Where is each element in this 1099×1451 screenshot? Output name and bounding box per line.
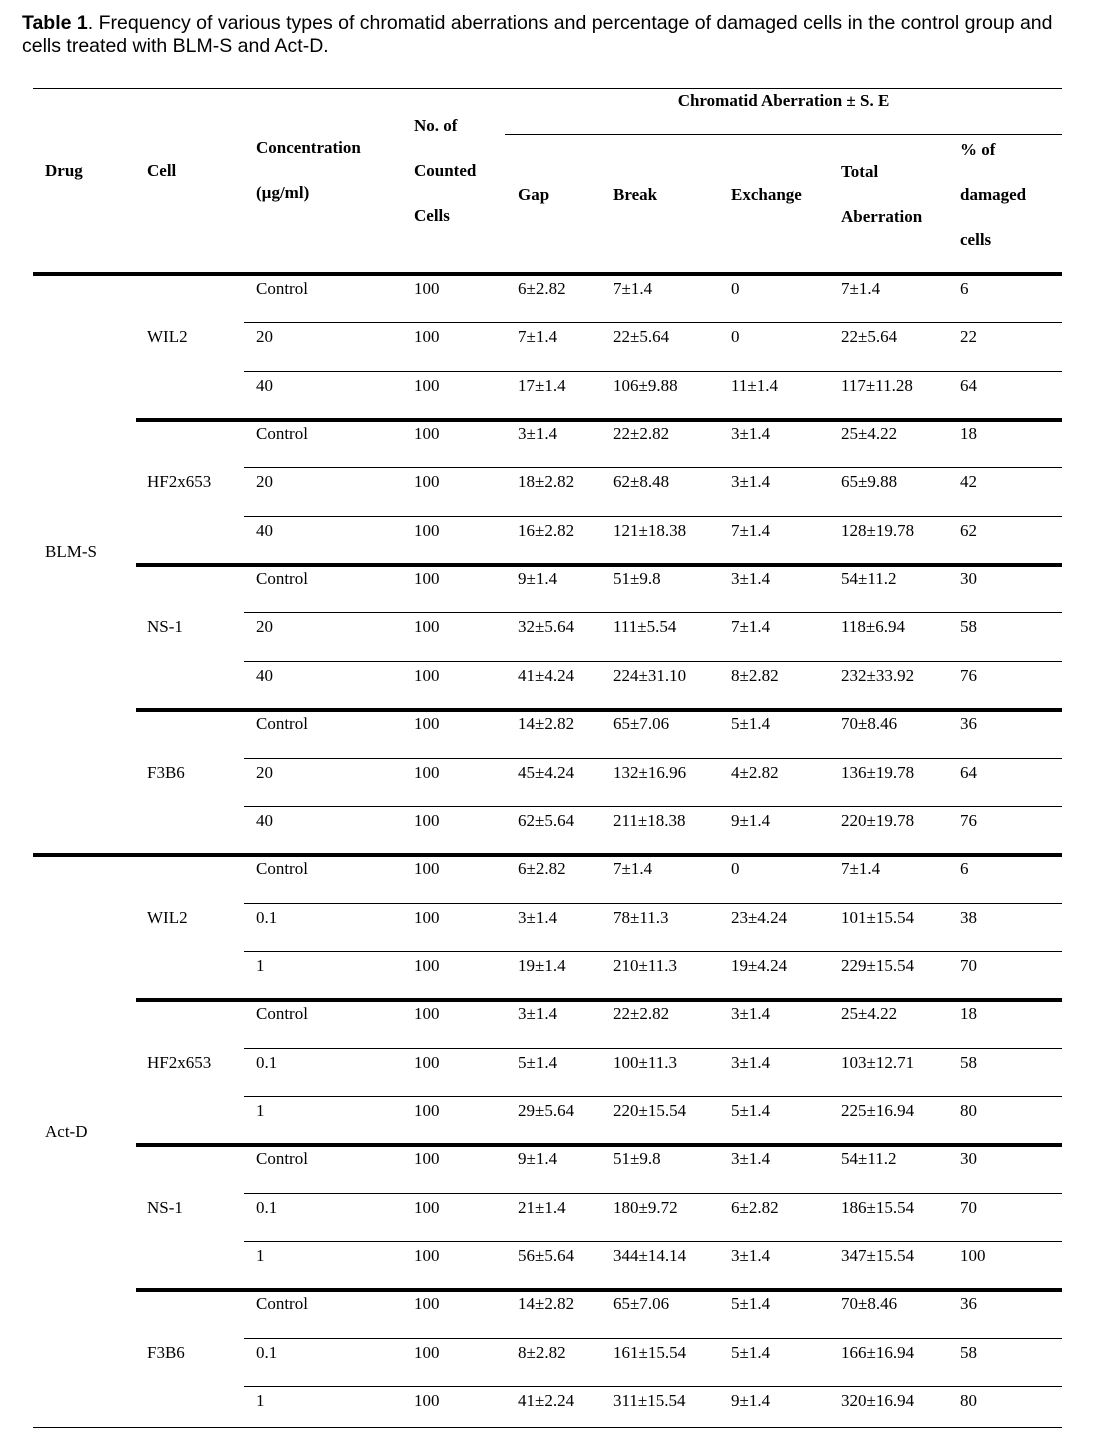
cell-line-label: NS-1	[147, 617, 183, 636]
gap-cell: 3±1.4	[518, 908, 558, 927]
damaged-cells-cell: 76	[960, 666, 977, 685]
cell-line-label: NS-1	[147, 1198, 183, 1217]
row-separator-rule	[244, 612, 1062, 613]
counted-cells-cell: 100	[414, 327, 440, 346]
header-damaged-line3: cells	[960, 230, 992, 249]
counted-cells-cell: 100	[414, 956, 440, 975]
cell-line-label: HF2x653	[147, 1053, 212, 1072]
break-cell: 100±11.3	[613, 1053, 677, 1072]
concentration-cell: 1	[256, 1246, 265, 1265]
concentration-cell: 0.1	[256, 908, 278, 927]
gap-cell: 41±4.24	[518, 666, 575, 685]
break-cell: 224±31.10	[613, 666, 687, 685]
total-aberration-cell: 128±19.78	[841, 521, 915, 540]
total-aberration-cell: 22±5.64	[841, 327, 898, 346]
damaged-cells-cell: 100	[960, 1246, 986, 1265]
gap-cell: 3±1.4	[518, 1004, 558, 1023]
damaged-cells-cell: 6	[960, 279, 969, 298]
concentration-cell: 0.1	[256, 1053, 278, 1072]
row-separator-rule	[244, 806, 1062, 807]
cell-line-label: WIL2	[147, 327, 188, 346]
break-cell: 7±1.4	[613, 859, 653, 878]
counted-cells-cell: 100	[414, 1343, 440, 1362]
gap-cell: 19±1.4	[518, 956, 566, 975]
row-separator-rule	[244, 371, 1062, 372]
total-aberration-cell: 25±4.22	[841, 424, 898, 443]
header-counted-line1: No. of	[414, 116, 458, 135]
cell-line-label: HF2x653	[147, 472, 212, 491]
header-concentration	[256, 136, 361, 204]
exchange-cell: 3±1.4	[731, 472, 771, 491]
total-aberration-cell: 229±15.54	[841, 956, 915, 975]
gap-cell: 7±1.4	[518, 327, 558, 346]
row-separator-rule	[244, 1241, 1062, 1242]
header-drug: Drug	[45, 161, 83, 180]
gap-cell: 14±2.82	[518, 1294, 575, 1313]
counted-cells-cell: 100	[414, 859, 440, 878]
counted-cells-cell: 100	[414, 1101, 440, 1120]
gap-cell: 45±4.24	[518, 763, 575, 782]
gap-cell: 6±2.82	[518, 859, 566, 878]
total-aberration-cell: 101±15.54	[841, 908, 915, 927]
total-aberration-cell: 7±1.4	[841, 859, 881, 878]
group-separator-rule	[136, 1288, 1062, 1292]
counted-cells-cell: 100	[414, 1004, 440, 1023]
damaged-cells-cell: 6	[960, 859, 969, 878]
total-aberration-cell: 25±4.22	[841, 1004, 898, 1023]
counted-cells-cell: 100	[414, 1391, 440, 1410]
damaged-cells-cell: 18	[960, 424, 977, 443]
counted-cells-cell: 100	[414, 1198, 440, 1217]
group-header-rule	[505, 134, 1062, 135]
cell-line-label: F3B6	[147, 1343, 185, 1362]
concentration-cell: Control	[256, 859, 308, 878]
counted-cells-cell: 100	[414, 1053, 440, 1072]
total-aberration-cell: 70±8.46	[841, 714, 898, 733]
counted-cells-cell: 100	[414, 569, 440, 588]
concentration-cell: Control	[256, 1294, 308, 1313]
exchange-cell: 23±4.24	[731, 908, 788, 927]
damaged-cells-cell: 30	[960, 569, 977, 588]
counted-cells-cell: 100	[414, 1149, 440, 1168]
gap-cell: 9±1.4	[518, 569, 558, 588]
exchange-cell: 3±1.4	[731, 1149, 771, 1168]
damaged-cells-cell: 70	[960, 956, 977, 975]
break-cell: 22±2.82	[613, 424, 670, 443]
total-aberration-cell: 320±16.94	[841, 1391, 915, 1410]
header-counted-line3: Cells	[414, 206, 450, 225]
total-aberration-cell: 220±19.78	[841, 811, 915, 830]
damaged-cells-cell: 58	[960, 617, 977, 636]
damaged-cells-cell: 76	[960, 811, 977, 830]
gap-cell: 3±1.4	[518, 424, 558, 443]
header-chromatid-aberration: Chromatid Aberration ± S. E	[677, 91, 890, 110]
total-aberration-cell: 166±16.94	[841, 1343, 915, 1362]
damaged-cells-cell: 80	[960, 1391, 977, 1410]
header-total-line2: Aberration	[841, 207, 923, 226]
concentration-cell: Control	[256, 1149, 308, 1168]
damaged-cells-cell: 70	[960, 1198, 977, 1217]
concentration-cell: Control	[256, 1004, 308, 1023]
total-aberration-cell: 65±9.88	[841, 472, 898, 491]
concentration-cell: 1	[256, 1101, 265, 1120]
exchange-cell: 5±1.4	[731, 714, 771, 733]
concentration-cell: Control	[256, 279, 308, 298]
exchange-cell: 3±1.4	[731, 1246, 771, 1265]
concentration-cell: 40	[256, 666, 273, 685]
break-cell: 210±11.3	[613, 956, 677, 975]
concentration-cell: Control	[256, 569, 308, 588]
break-cell: 51±9.8	[613, 1149, 661, 1168]
row-separator-rule	[244, 951, 1062, 952]
concentration-cell: 20	[256, 327, 273, 346]
counted-cells-cell: 100	[414, 908, 440, 927]
gap-cell: 14±2.82	[518, 714, 575, 733]
row-separator-rule	[244, 322, 1062, 323]
exchange-cell: 3±1.4	[731, 424, 771, 443]
break-cell: 51±9.8	[613, 569, 661, 588]
row-separator-rule	[244, 1048, 1062, 1049]
exchange-cell: 3±1.4	[731, 1053, 771, 1072]
row-separator-rule	[244, 661, 1062, 662]
exchange-cell: 19±4.24	[731, 956, 788, 975]
counted-cells-cell: 100	[414, 521, 440, 540]
group-separator-rule	[136, 1143, 1062, 1147]
gap-cell: 41±2.24	[518, 1391, 575, 1410]
total-aberration-cell: 54±11.2	[841, 1149, 897, 1168]
cell-line-label: F3B6	[147, 763, 185, 782]
gap-cell: 62±5.64	[518, 811, 575, 830]
header-damaged-line1: % of	[960, 140, 996, 159]
row-separator-rule	[244, 1193, 1062, 1194]
damaged-cells-cell: 58	[960, 1053, 977, 1072]
counted-cells-cell: 100	[414, 424, 440, 443]
exchange-cell: 5±1.4	[731, 1294, 771, 1313]
gap-cell: 8±2.82	[518, 1343, 566, 1362]
group-separator-rule	[136, 418, 1062, 422]
row-separator-rule	[244, 1386, 1062, 1387]
total-aberration-cell: 136±19.78	[841, 763, 915, 782]
break-cell: 78±11.3	[613, 908, 669, 927]
total-aberration-cell: 103±12.71	[841, 1053, 915, 1072]
exchange-cell: 9±1.4	[731, 1391, 771, 1410]
drug-label: Act-D	[45, 1122, 88, 1141]
counted-cells-cell: 100	[414, 763, 440, 782]
total-aberration-cell: 186±15.54	[841, 1198, 915, 1217]
exchange-cell: 7±1.4	[731, 617, 771, 636]
damaged-cells-cell: 36	[960, 714, 977, 733]
concentration-cell: Control	[256, 714, 308, 733]
row-separator-rule	[244, 467, 1062, 468]
break-cell: 161±15.54	[613, 1343, 687, 1362]
exchange-cell: 6±2.82	[731, 1198, 779, 1217]
gap-cell: 29±5.64	[518, 1101, 575, 1120]
concentration-cell: Control	[256, 424, 308, 443]
counted-cells-cell: 100	[414, 376, 440, 395]
header-cell: Cell	[147, 161, 177, 180]
damaged-cells-cell: 80	[960, 1101, 977, 1120]
counted-cells-cell: 100	[414, 666, 440, 685]
row-separator-rule	[244, 903, 1062, 904]
exchange-cell: 3±1.4	[731, 569, 771, 588]
header-total-line1: Total	[841, 162, 879, 181]
header-concentration-line2: (µg/ml)	[256, 183, 310, 202]
group-separator-rule	[136, 708, 1062, 712]
gap-cell: 5±1.4	[518, 1053, 558, 1072]
gap-cell: 18±2.82	[518, 472, 575, 491]
total-aberration-cell: 347±15.54	[841, 1246, 915, 1265]
total-aberration-cell: 54±11.2	[841, 569, 897, 588]
group-separator-rule	[33, 853, 1062, 857]
total-aberration-cell: 232±33.92	[841, 666, 915, 685]
break-cell: 62±8.48	[613, 472, 670, 491]
break-cell: 344±14.14	[613, 1246, 687, 1265]
exchange-cell: 7±1.4	[731, 521, 771, 540]
gap-cell: 56±5.64	[518, 1246, 575, 1265]
exchange-cell: 5±1.4	[731, 1343, 771, 1362]
break-cell: 22±2.82	[613, 1004, 670, 1023]
damaged-cells-cell: 58	[960, 1343, 977, 1362]
concentration-cell: 0.1	[256, 1343, 278, 1362]
gap-cell: 6±2.82	[518, 279, 566, 298]
concentration-cell: 1	[256, 1391, 265, 1410]
concentration-cell: 20	[256, 763, 273, 782]
total-aberration-cell: 225±16.94	[841, 1101, 915, 1120]
total-aberration-cell: 7±1.4	[841, 279, 881, 298]
exchange-cell: 3±1.4	[731, 1004, 771, 1023]
damaged-cells-cell: 38	[960, 908, 977, 927]
damaged-cells-cell: 18	[960, 1004, 977, 1023]
bottom-rule	[33, 1427, 1062, 1428]
counted-cells-cell: 100	[414, 811, 440, 830]
header-damaged-line2: damaged	[960, 185, 1027, 204]
break-cell: 121±18.38	[613, 521, 687, 540]
counted-cells-cell: 100	[414, 472, 440, 491]
total-aberration-cell: 117±11.28	[841, 376, 913, 395]
concentration-cell: 20	[256, 617, 273, 636]
row-separator-rule	[244, 758, 1062, 759]
table-label: Table 1	[22, 12, 88, 34]
damaged-cells-cell: 64	[960, 376, 977, 395]
gap-cell: 16±2.82	[518, 521, 575, 540]
header-gap: Gap	[518, 185, 550, 204]
break-cell: 65±7.06	[613, 714, 670, 733]
break-cell: 111±5.54	[613, 617, 677, 636]
exchange-cell: 4±2.82	[731, 763, 779, 782]
exchange-cell: 9±1.4	[731, 811, 771, 830]
break-cell: 211±18.38	[613, 811, 686, 830]
exchange-cell: 11±1.4	[731, 376, 778, 395]
row-separator-rule	[244, 1338, 1062, 1339]
break-cell: 220±15.54	[613, 1101, 687, 1120]
exchange-cell: 0	[731, 859, 740, 878]
break-cell: 132±16.96	[613, 763, 687, 782]
break-cell: 65±7.06	[613, 1294, 670, 1313]
exchange-cell: 0	[731, 327, 740, 346]
damaged-cells-cell: 30	[960, 1149, 977, 1168]
header-counted-cells	[414, 114, 476, 227]
cell-line-label: WIL2	[147, 908, 188, 927]
group-separator-rule	[136, 563, 1062, 567]
counted-cells-cell: 100	[414, 279, 440, 298]
break-cell: 106±9.88	[613, 376, 678, 395]
gap-cell: 9±1.4	[518, 1149, 558, 1168]
header-bottom-rule	[33, 272, 1062, 276]
concentration-cell: 20	[256, 472, 273, 491]
concentration-cell: 40	[256, 521, 273, 540]
header-exchange: Exchange	[731, 185, 802, 204]
table-caption	[22, 12, 1082, 58]
gap-cell: 21±1.4	[518, 1198, 566, 1217]
break-cell: 22±5.64	[613, 327, 670, 346]
group-separator-rule	[136, 998, 1062, 1002]
caption-text: . Frequency of various types of chromatid aberrations and percentage of damaged cells in the control group and cells treated with BLM-S and Act-D.	[22, 12, 1053, 57]
total-aberration-cell: 118±6.94	[841, 617, 905, 636]
damaged-cells-cell: 42	[960, 472, 977, 491]
break-cell: 180±9.72	[613, 1198, 678, 1217]
counted-cells-cell: 100	[414, 1294, 440, 1313]
row-separator-rule	[244, 516, 1062, 517]
concentration-cell: 40	[256, 376, 273, 395]
damaged-cells-cell: 36	[960, 1294, 977, 1313]
exchange-cell: 8±2.82	[731, 666, 779, 685]
row-separator-rule	[244, 1096, 1062, 1097]
break-cell: 7±1.4	[613, 279, 653, 298]
counted-cells-cell: 100	[414, 1246, 440, 1265]
concentration-cell: 0.1	[256, 1198, 278, 1217]
header-total-aberration	[841, 160, 922, 228]
header-concentration-line1: Concentration	[256, 138, 361, 157]
concentration-cell: 1	[256, 956, 265, 975]
header-damaged-cells	[960, 138, 1026, 251]
concentration-cell: 40	[256, 811, 273, 830]
counted-cells-cell: 100	[414, 714, 440, 733]
damaged-cells-cell: 64	[960, 763, 977, 782]
damaged-cells-cell: 62	[960, 521, 977, 540]
gap-cell: 32±5.64	[518, 617, 575, 636]
header-counted-line2: Counted	[414, 161, 477, 180]
exchange-cell: 5±1.4	[731, 1101, 771, 1120]
break-cell: 311±15.54	[613, 1391, 686, 1410]
total-aberration-cell: 70±8.46	[841, 1294, 898, 1313]
gap-cell: 17±1.4	[518, 376, 566, 395]
exchange-cell: 0	[731, 279, 740, 298]
drug-label: BLM-S	[45, 542, 97, 561]
counted-cells-cell: 100	[414, 617, 440, 636]
damaged-cells-cell: 22	[960, 327, 977, 346]
header-break: Break	[613, 185, 658, 204]
